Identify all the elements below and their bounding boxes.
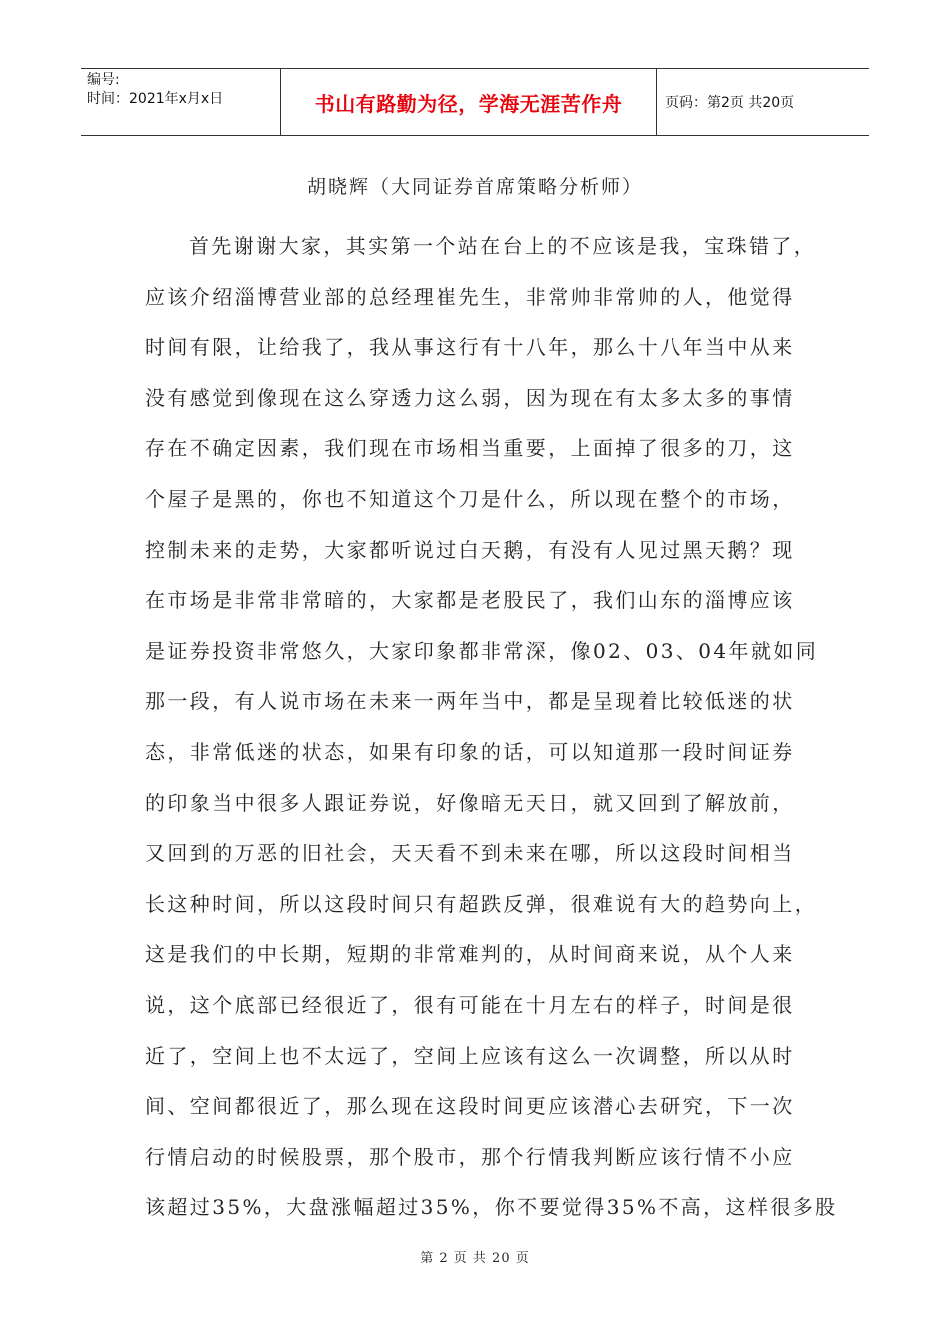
header-page-info: 页码：第2页 共20页 [665,95,795,111]
text-line: 行情启动的时候股票，那个股市，那个行情我判断应该行情不小应 [145,1144,795,1169]
text-line: 是证券投资非常悠久，大家印象都非常深，像02、03、04年就如同 [145,638,819,663]
text-line: 长这种时间，所以这段时间只有超跌反弹，很难说有大的趋势向上， [145,891,817,916]
page-header [81,68,869,136]
text-line: 应该介绍淄博营业部的总经理崔先生，非常帅非常帅的人，他觉得 [145,284,795,309]
text-line: 间、空间都很近了，那么现在这段时间更应该潜心去研究，下一次 [145,1094,795,1119]
text-line: 近了，空间上也不太远了，空间上应该有这么一次调整，所以从时 [145,1043,795,1068]
header-meta [81,69,281,135]
text-line: 没有感觉到像现在这么穿透力这么弱，因为现在有太多太多的事情 [145,385,795,410]
text-line: 在市场是非常非常暗的，大家都是老股民了，我们山东的淄博应该 [145,588,795,613]
text-line: 控制未来的走势，大家都听说过白天鹅，有没有人见过黑天鹅？现 [145,537,795,562]
page-footer: 第 2 页 共 20 页 [420,1251,530,1266]
speaker-title: 胡晓辉（大同证券首席策略分析师） [306,176,643,198]
text-line: 的印象当中很多人跟证券说，好像暗无天日，就又回到了解放前， [145,790,795,815]
text-line: 说，这个底部已经很近了，很有可能在十月左右的样子，时间是很 [145,992,795,1017]
document-time-label: 时间：2021年x月x日 [87,91,224,107]
header-motto: 书山有路勤为径，学海无涯苦作舟 [281,69,657,135]
text-line: 又回到的万恶的旧社会，天天看不到未来在哪，所以这段时间相当 [145,841,795,866]
text-line: 个屋子是黑的，你也不知道这个刀是什么，所以现在整个的市场， [145,486,795,511]
text-line: 该超过35%，大盘涨幅超过35%，你不要觉得35%不高，这样很多股 [145,1195,838,1220]
text-line: 时间有限，让给我了，我从事这行有十八年，那么十八年当中从来 [145,335,795,360]
text-line: 存在不确定因素，我们现在市场相当重要，上面掉了很多的刀，这 [145,436,795,461]
text-line: 这是我们的中长期，短期的非常难判的，从时间商来说，从个人来 [145,942,795,967]
text-line: 首先谢谢大家，其实第一个站在台上的不应该是我，宝珠错了， [189,234,817,258]
text-line: 态，非常低迷的状态，如果有印象的话，可以知道那一段时间证券 [145,739,795,764]
body-text [145,232,838,1244]
text-line: 那一段，有人说市场在未来一两年当中，都是呈现着比较低迷的状 [145,689,795,714]
document-number-label: 编号: [87,72,120,88]
